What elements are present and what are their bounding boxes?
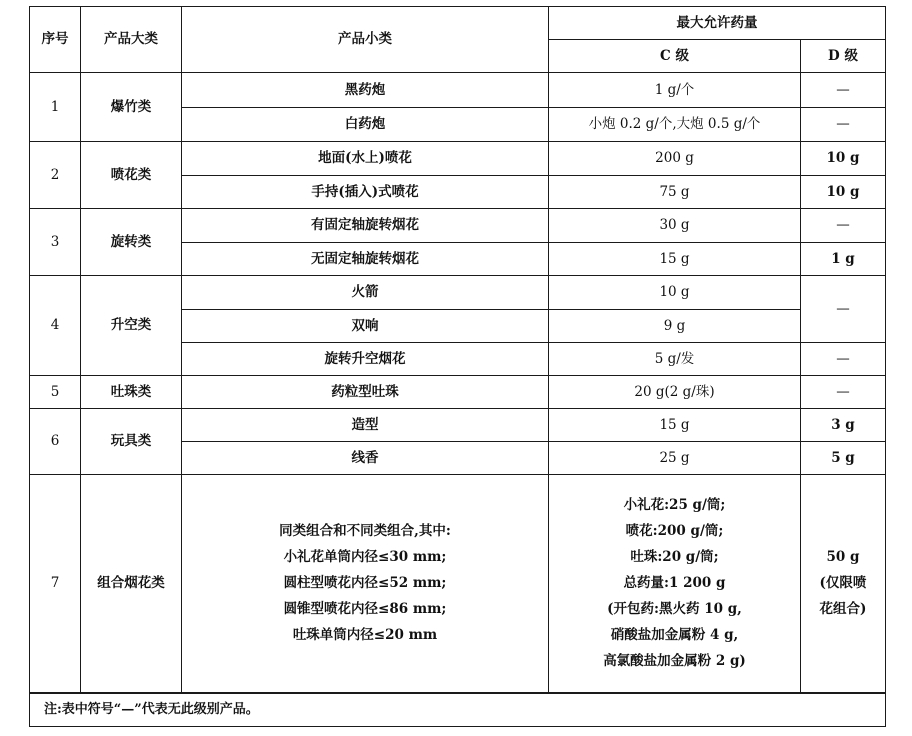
row-minor: 手持(插入)式喷花 (182, 176, 549, 209)
row-grade-d: — (801, 108, 886, 142)
row-minor: 双响 (182, 310, 549, 343)
row-minor: 药粒型吐珠 (182, 376, 549, 409)
row-grade-d: — (801, 376, 886, 409)
row-seq: 6 (30, 409, 81, 475)
row-grade-c: 1 g/个 (549, 73, 801, 108)
row-seq: 1 (30, 73, 81, 142)
row-minor: 黑药炮 (182, 73, 549, 108)
row-grade-c: 15 g (549, 409, 801, 442)
header-grade-c: C 级 (549, 40, 801, 73)
row-seq: 3 (30, 209, 81, 276)
combo-d-line: 花组合) (819, 601, 867, 618)
row-minor: 线香 (182, 442, 549, 475)
header-seq: 序号 (30, 7, 81, 73)
row-major: 喷花类 (81, 142, 182, 209)
combo-c-line: 总药量:1 200 g (623, 575, 726, 592)
row-major: 吐珠类 (81, 376, 182, 409)
combo-c-line: 硝酸盐加金属粉 4 g, (610, 627, 739, 644)
row-grade-c: 75 g (549, 176, 801, 209)
row-major: 旋转类 (81, 209, 182, 276)
combo-minor-line: 同类组合和不同类组合,其中: (279, 523, 451, 540)
combo-minor-line: 吐珠单筒内径≤20 mm (292, 627, 438, 644)
row-seq: 5 (30, 376, 81, 409)
table-note: 注:表中符号“—”代表无此级别产品。 (30, 693, 886, 727)
header-max-charge: 最大允许药量 (549, 7, 886, 40)
row-grade-d: — (801, 343, 886, 376)
combo-c-line: 高氯酸盐加金属粉 2 g) (603, 653, 746, 670)
row-grade-c: 30 g (549, 209, 801, 243)
row-seq: 4 (30, 276, 81, 376)
row-grade-c: 5 g/发 (549, 343, 801, 376)
row-grade-c-combo (549, 475, 801, 693)
row-grade-d: — (801, 276, 886, 343)
combo-d-line: (仅限喷 (819, 575, 867, 592)
combo-minor-line: 圆柱型喷花内径≤52 mm; (283, 575, 447, 592)
combo-c-line: 小礼花:25 g/筒; (623, 497, 726, 514)
combo-d-line: 50 g (826, 549, 860, 566)
row-seq: 7 (30, 475, 81, 693)
row-grade-c: 10 g (549, 276, 801, 310)
row-minor: 无固定轴旋转烟花 (182, 243, 549, 276)
row-major: 升空类 (81, 276, 182, 376)
row-minor: 旋转升空烟花 (182, 343, 549, 376)
row-grade-d: — (801, 209, 886, 243)
row-grade-d: 10 g (801, 142, 886, 176)
row-major: 玩具类 (81, 409, 182, 475)
firework-charge-table (29, 6, 886, 727)
row-grade-d: 3 g (801, 409, 886, 442)
row-major: 组合烟花类 (81, 475, 182, 693)
row-minor: 造型 (182, 409, 549, 442)
row-grade-c: 15 g (549, 243, 801, 276)
header-major-category: 产品大类 (81, 7, 182, 73)
row-grade-c: 200 g (549, 142, 801, 176)
row-grade-c: 小炮 0.2 g/个,大炮 0.5 g/个 (549, 108, 801, 142)
row-seq: 2 (30, 142, 81, 209)
row-grade-d: 10 g (801, 176, 886, 209)
row-grade-d: — (801, 73, 886, 108)
row-minor: 白药炮 (182, 108, 549, 142)
row-grade-d: 5 g (801, 442, 886, 475)
header-grade-d: D 级 (801, 40, 886, 73)
combo-minor-line: 圆锥型喷花内径≤86 mm; (283, 601, 447, 618)
combo-c-line: 吐珠:20 g/筒; (630, 549, 719, 566)
combo-c-line: (开包药:黑火药 10 g, (607, 601, 742, 618)
row-grade-d: 1 g (801, 243, 886, 276)
row-grade-c: 9 g (549, 310, 801, 343)
row-minor: 地面(水上)喷花 (182, 142, 549, 176)
row-grade-d-combo (801, 475, 886, 693)
row-grade-c: 20 g(2 g/珠) (549, 376, 801, 409)
combo-minor-line: 小礼花单筒内径≤30 mm; (283, 549, 447, 566)
combo-c-line: 喷花:200 g/筒; (625, 523, 724, 540)
row-major: 爆竹类 (81, 73, 182, 142)
row-minor: 火箭 (182, 276, 549, 310)
header-minor-category: 产品小类 (182, 7, 549, 73)
row-grade-c: 25 g (549, 442, 801, 475)
row-minor-combo (182, 475, 549, 693)
row-minor: 有固定轴旋转烟花 (182, 209, 549, 243)
